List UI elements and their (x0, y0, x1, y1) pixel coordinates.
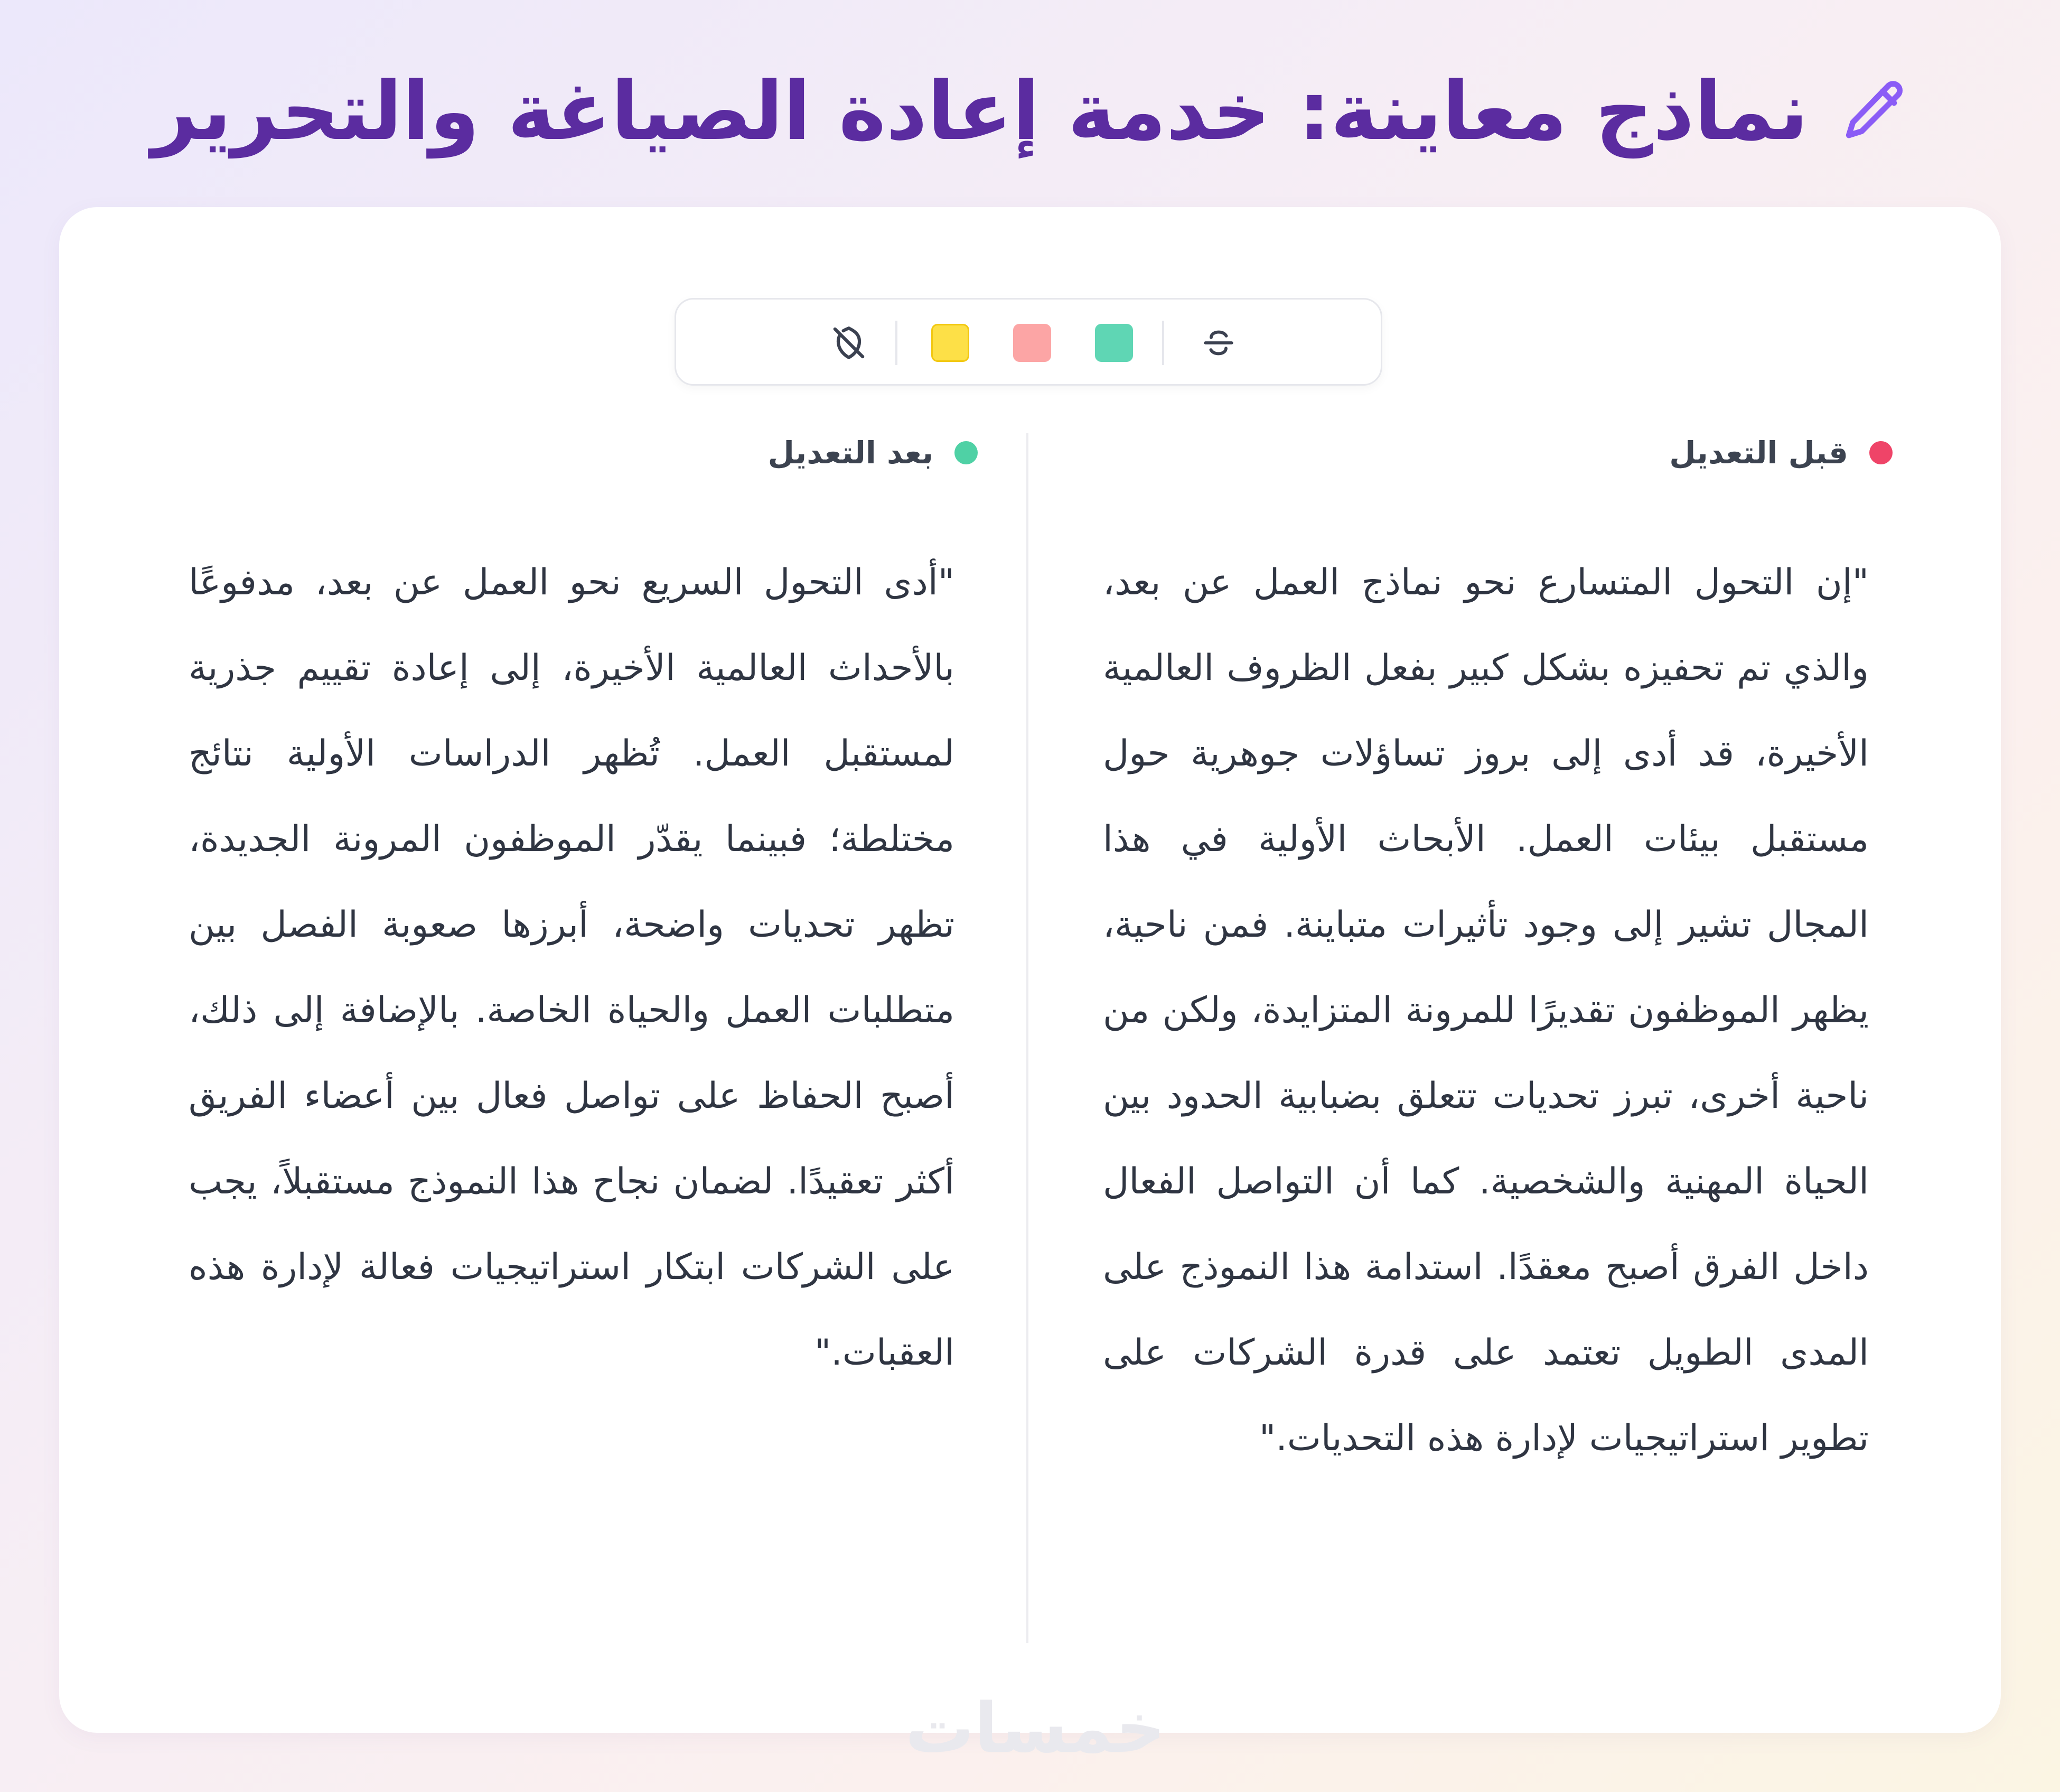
watermark-logo: خمسات (905, 1688, 1166, 1768)
strikethrough-button[interactable] (1196, 321, 1241, 365)
red-highlight-button[interactable] (1010, 321, 1054, 365)
green-swatch (1095, 324, 1133, 362)
no-highlight-icon (829, 323, 868, 362)
column-divider (1026, 433, 1028, 1643)
toolbar-divider (1162, 321, 1164, 365)
after-text: "أدى التحول السريع نحو العمل عن بعد، مدفوعًا بالأحداث العالمية الأخيرة، إلى إعادة تقييم جذرية لمستقبل العمل. تُظهر الدراسات الأولية نتائج مختلطة؛ فبينما يقدّر الموظفون المرونة الجديدة، تظهر تحديات واضحة، أبرزها صعوبة الفصل بين متطلبات العمل والحياة الخاصة. بالإضافة إلى ذلك، أصبح الحفاظ على تواصل فعال بين أعضاء الفريق أكثر تعقيدًا. لضمان نجاح هذا النموذج مستقبلاً، يجب على الشركات ابتكار استراتيجيات فعالة لإدارة هذه العقبات." (189, 562, 954, 1374)
after-header (768, 429, 978, 477)
pencil-icon (1840, 77, 1909, 145)
before-header (1669, 429, 1893, 477)
strikethrough-icon (1200, 324, 1237, 361)
yellow-swatch (931, 324, 969, 362)
after-status-dot (954, 441, 978, 464)
page-title (0, 50, 2060, 172)
before-status-dot (1869, 441, 1893, 464)
clear-highlight-button[interactable] (827, 321, 871, 365)
after-label: بعد التعديل (767, 435, 933, 471)
page-title-text: نماذج معاينة: خدمة إعادة الصياغة والتحرير (151, 64, 1809, 158)
yellow-highlight-button[interactable] (928, 321, 972, 365)
before-text: "إن التحول المتسارع نحو نماذج العمل عن بعد، والذي تم تحفيزه بشكل كبير بفعل الظروف العالمية الأخيرة، قد أدى إلى بروز تساؤلات جوهرية حول مستقبل بيئات العمل. الأبحاث الأولية في هذا المجال تشير إلى وجود تأثيرات متباينة. فمن ناحية، يظهر الموظفون تقديرًا للمرونة المتزايدة، ولكن من ناحية أخرى، تبرز تحديات تتعلق بضبابية الحدود بين الحياة المهنية والشخصية. كما أن التواصل الفعال داخل الفرق أصبح معقدًا. استدامة هذا النموذج على المدى الطويل تعتمد على قدرة الشركات على تطوير استراتيجيات لإدارة هذه التحديات." (1103, 562, 1869, 1459)
before-label: قبل التعديل (1669, 435, 1848, 471)
green-highlight-button[interactable] (1092, 321, 1136, 365)
toolbar-divider (895, 321, 897, 365)
comparison-card (59, 207, 2001, 1733)
highlight-toolbar (675, 298, 1382, 386)
red-swatch (1013, 324, 1051, 362)
